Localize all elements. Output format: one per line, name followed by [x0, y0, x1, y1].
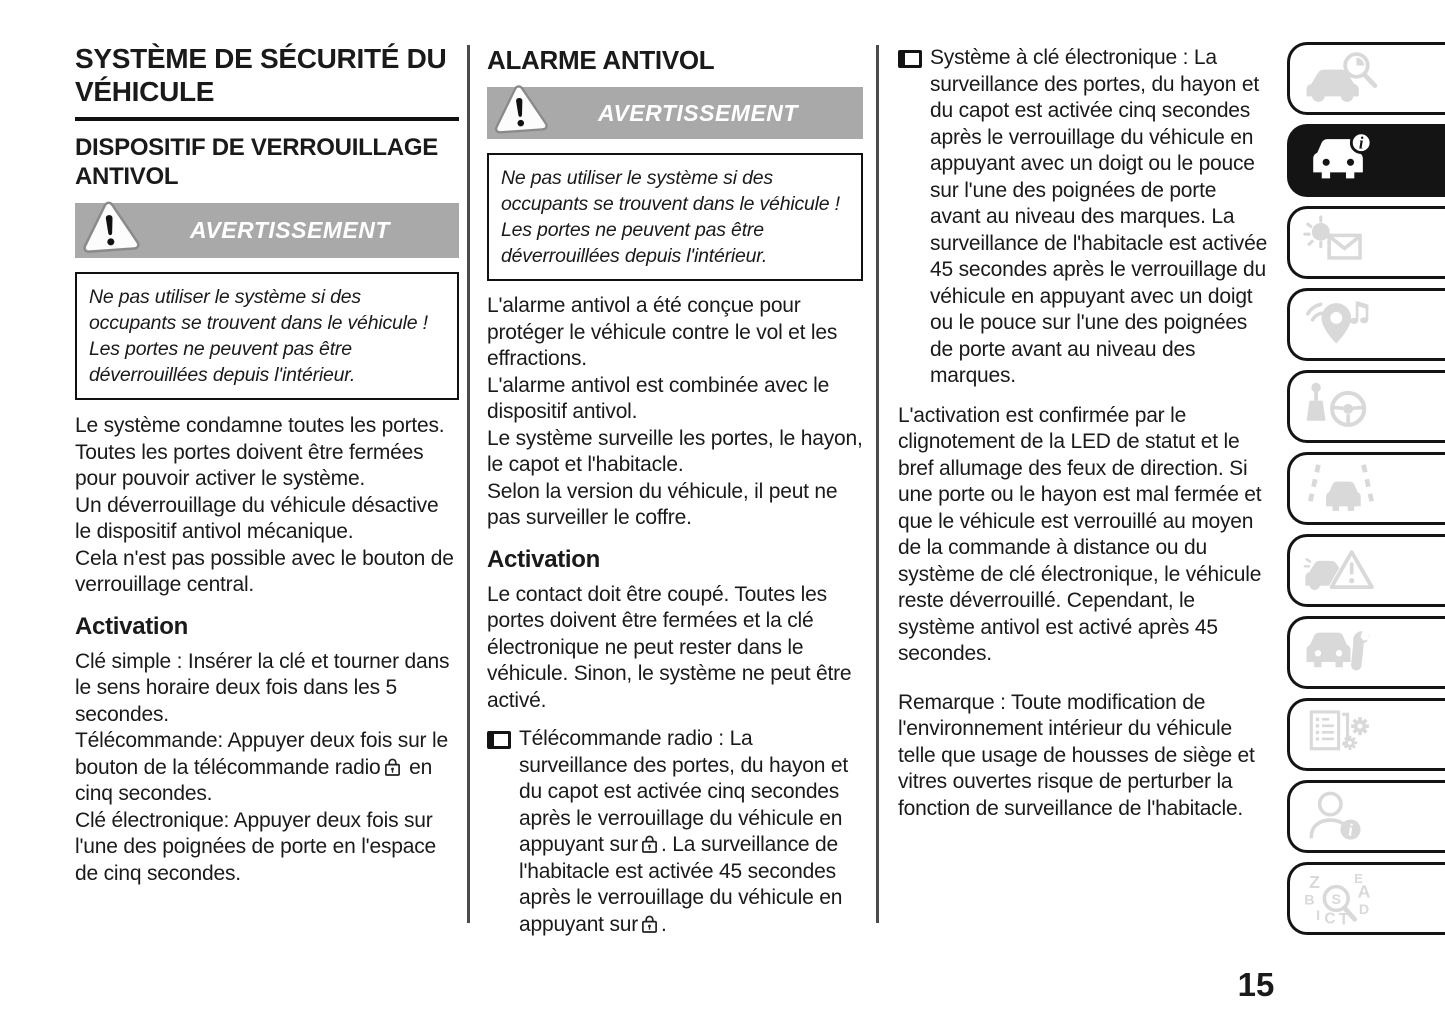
body-paragraphs	[487, 293, 863, 532]
svg-text:S: S	[1331, 891, 1342, 908]
paragraph: Clé simple : Insérer la clé et tourner dans le sens horaire deux fois dans les 5 secondes.	[75, 649, 450, 726]
paragraph: Cela n'est pas possible avec le bouton de verrouillage central.	[75, 546, 454, 596]
car-service-icon	[1303, 624, 1379, 681]
lock-icon	[641, 834, 658, 854]
list-item	[487, 726, 863, 938]
page-title: SYSTÈME DE SÉCURITÉ DU VÉHICULE	[75, 43, 447, 107]
sidebar-tab-technical-data[interactable]	[1287, 698, 1445, 771]
sidebar-tab-customer-info[interactable]	[1287, 780, 1445, 853]
list-item-text: Télécommande radio : La surveillance des portes, du hayon et du capot est activée cinq secondes après le verrouillage du véhicule en appuyant sur . La surveillance de l'habitacle est activée 45 secondes après le verrouillage du véhicule en appuyant sur .	[519, 727, 849, 936]
page-number: 15	[1237, 966, 1275, 1003]
middle-column	[487, 45, 863, 938]
lock-icon	[384, 757, 401, 777]
svg-text:A: A	[1357, 881, 1371, 902]
chapter-tab-sidebar	[1287, 42, 1445, 944]
list-item	[898, 45, 1272, 390]
sidebar-tab-car-search[interactable]	[1287, 42, 1445, 115]
car-info-icon	[1303, 132, 1379, 189]
user-info-icon	[1303, 788, 1379, 845]
svg-text:I: I	[1316, 907, 1321, 924]
warning-note-box: Ne pas utiliser le système si des occupants se trouvent dans le véhicule ! Les portes ne peuvent pas être déverrouillées depuis l'intérieur.	[75, 272, 459, 400]
remark-paragraph: Remarque : Toute modification de l'environnement intérieur du véhicule telle que usage de housses de siège et vitres ouvertes risque de perturber la fonction de surveillance de l'habitacle.	[898, 690, 1255, 820]
sidebar-tab-lights-messages[interactable]	[1287, 206, 1445, 279]
warning-banner-label: AVERTISSEMENT	[190, 217, 390, 243]
warning-banner-label: AVERTISSEMENT	[598, 99, 798, 126]
hazard-warning-icon	[1303, 542, 1379, 599]
warning-triangle-icon	[75, 195, 145, 265]
paragraph: Le système condamne toutes les portes.	[75, 414, 445, 437]
sidebar-tab-driving[interactable]	[1287, 370, 1445, 443]
left-column	[75, 42, 459, 887]
index-search-icon	[1303, 870, 1379, 927]
lock-icon	[641, 914, 658, 934]
paragraph: L'alarme antivol est combinée avec le dispositif antivol.	[487, 373, 830, 423]
svg-text:B: B	[1304, 892, 1315, 909]
paragraph: Un déverrouillage du véhicule désactive le dispositif antivol mécanique.	[75, 493, 439, 543]
checkbox-bullet-icon	[487, 731, 511, 749]
paragraph: Télécommande: Appuyer deux fois sur le bouton de la télécommande radio en cinq secondes.	[75, 729, 448, 805]
column-divider	[876, 45, 879, 923]
lights-message-icon	[1303, 214, 1379, 271]
paragraph: Selon la version du véhicule, il peut ne pas surveiller le coffre.	[487, 479, 838, 529]
activation-paragraphs	[75, 649, 459, 888]
section-heading: ALARME ANTIVOL	[487, 45, 715, 75]
svg-text:i: i	[1358, 133, 1364, 153]
section-heading: DISPOSITIF DE VERROUILLAGE ANTIVOL	[75, 134, 438, 190]
svg-text:E: E	[1354, 871, 1363, 887]
lane-assist-icon	[1303, 460, 1379, 517]
title-divider	[75, 117, 459, 121]
activation-heading: Activation	[75, 612, 189, 640]
svg-text:Z: Z	[1308, 871, 1320, 892]
warning-banner	[75, 203, 459, 258]
warning-note-box: Ne pas utiliser le système si des occupants se trouvent dans le véhicule ! Les portes ne peuvent pas être déverrouillées depuis l'intérieur.	[487, 153, 863, 281]
activation-heading: Activation	[487, 545, 601, 573]
column-divider	[467, 45, 470, 923]
svg-text:C: C	[1324, 910, 1336, 927]
checklist-settings-icon	[1303, 706, 1379, 763]
car-search-icon	[1303, 50, 1379, 107]
warning-banner	[487, 87, 863, 139]
paragraph: Toutes les portes doivent être fermées pour pouvoir activer le système.	[75, 440, 424, 490]
sidebar-tab-maintenance[interactable]	[1287, 616, 1445, 689]
checkbox-bullet-icon	[898, 50, 922, 68]
svg-text:T: T	[1338, 909, 1349, 927]
sidebar-tab-driver-assistance[interactable]	[1287, 452, 1445, 525]
paragraph: Le système surveille les portes, le hayon, le capot et l'habitacle.	[487, 426, 863, 476]
svg-text:i: i	[1348, 820, 1353, 840]
paragraph: L'activation est confirmée par le clignotement de la LED de statut et le bref allumage des feux de direction. Si une porte ou le hayon est mal fermée et que le véhicule est verrouillé au moyen de la commande à distance ou du système de clé électronique, le véhicule reste déverrouillé. Cependant, le système antivol est activé après 45 secondes.	[898, 403, 1262, 665]
sidebar-tab-emergency[interactable]	[1287, 534, 1445, 607]
sidebar-tab-car-info[interactable]	[1287, 124, 1445, 197]
navigation-audio-icon	[1303, 296, 1379, 353]
activation-intro: Le contact doit être coupé. Toutes les portes doivent être fermées et la clé électronique ne peut rester dans le véhicule. Sinon, le système ne peut être activé.	[487, 582, 852, 712]
svg-text:D: D	[1358, 901, 1370, 918]
paragraph: L'alarme antivol a été conçue pour protéger le véhicule contre le vol et les effractions.	[487, 294, 838, 370]
sidebar-tab-index[interactable]	[1287, 862, 1445, 935]
paragraph: Clé électronique: Appuyer deux fois sur l'une des poignées de porte en l'espace de cinq secondes.	[75, 808, 436, 885]
warning-triangle-icon	[487, 79, 553, 145]
body-paragraphs	[75, 413, 459, 599]
list-item-text: Système à clé électronique : La surveillance des portes, du hayon et du capot est activée cinq secondes après le verrouillage du véhicule en appuyant avec un doigt ou le pouce sur l'une des poignées de porte avant au niveau des marques. La surveillance de l'habitacle est activée 45 secondes après le verrouillage du véhicule en appuyant avec un doigt ou le pouce sur l'une des poignées de porte avant au niveau des marques.	[930, 46, 1268, 387]
gearshift-steering-icon	[1303, 378, 1379, 435]
right-column	[898, 45, 1272, 822]
sidebar-tab-navigation-audio[interactable]	[1287, 288, 1445, 361]
